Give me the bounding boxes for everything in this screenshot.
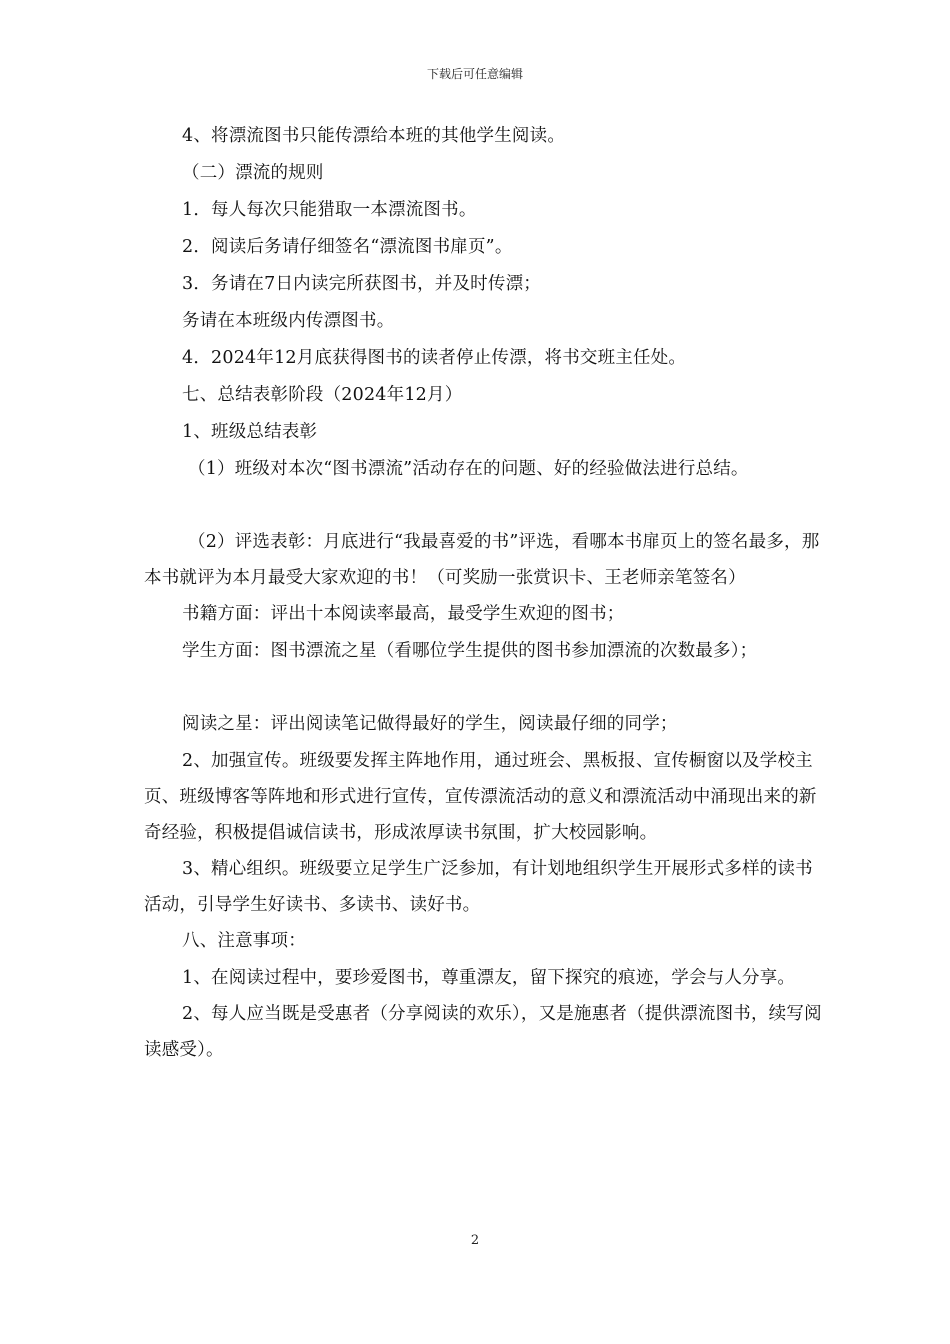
paragraph: 学生方面：图书漂流之星（看哪位学生提供的图书参加漂流的次数最多）； — [182, 641, 758, 661]
section-heading: 七、总结表彰阶段（2024年12月） — [182, 385, 463, 405]
paragraph: （2）评选表彰：月底进行“我最喜爱的书”评选，看哪本书扉页上的签名最多，那本书就评为本月最受大家欢迎的书！（可奖励一张赏识卡、王老师亲笔签名） — [144, 532, 820, 588]
blank-line — [144, 670, 824, 706]
paragraph: 2、加强宣传。班级要发挥主阵地作用，通过班会、黑板报、宣传橱窗以及学校主页、班级博客等阵地和形式进行宣传，宣传漂流活动的意义和漂流活动中涌现出来的新奇经验，积极提倡诚信读书，形成浓厚读书氛围，扩大校园影响。 — [144, 751, 817, 843]
page-header: 下载后可任意编辑 — [426, 67, 523, 81]
paragraph: 阅读之星：评出阅读笔记做得最好的学生，阅读最仔细的同学； — [182, 714, 678, 734]
paragraph: 4．2024年12月底获得图书的读者停止传漂，将书交班主任处。 — [182, 348, 687, 368]
blank-line — [144, 488, 824, 524]
section-heading: （二）漂流的规则 — [182, 163, 324, 183]
paragraph: 务请在本班级内传漂图书。 — [182, 311, 395, 331]
page-number: 2 — [470, 1233, 480, 1248]
paragraph: 3．务请在7日内读完所获图书，并及时传漂； — [182, 274, 541, 294]
paragraph: 书籍方面：评出十本阅读率最高，最受学生欢迎的图书； — [182, 604, 625, 624]
document-body — [144, 118, 824, 1068]
paragraph: 4、将漂流图书只能传漂给本班的其他学生阅读。 — [182, 126, 566, 146]
paragraph: 3、精心组织。班级要立足学生广泛参加，有计划地组织学生开展形式多样的读书活动，引导学生好读书、多读书、读好书。 — [144, 859, 813, 915]
paragraph: （1）班级对本次“图书漂流”活动存在的问题、好的经验做法进行总结。 — [188, 459, 749, 479]
paragraph: 2．阅读后务请仔细签名“漂流图书扉页”。 — [182, 237, 513, 257]
section-heading: 八、注意事项： — [182, 931, 306, 951]
paragraph: 1．每人每次只能猎取一本漂流图书。 — [182, 200, 477, 220]
paragraph: 2、每人应当既是受惠者（分享阅读的欢乐），又是施惠者（提供漂流图书，续写阅读感受）。 — [144, 1004, 822, 1060]
paragraph: 1、在阅读过程中，要珍爱图书，尊重漂友，留下探究的痕迹，学会与人分享。 — [182, 968, 796, 988]
subsection-heading: 1、班级总结表彰 — [182, 422, 318, 442]
